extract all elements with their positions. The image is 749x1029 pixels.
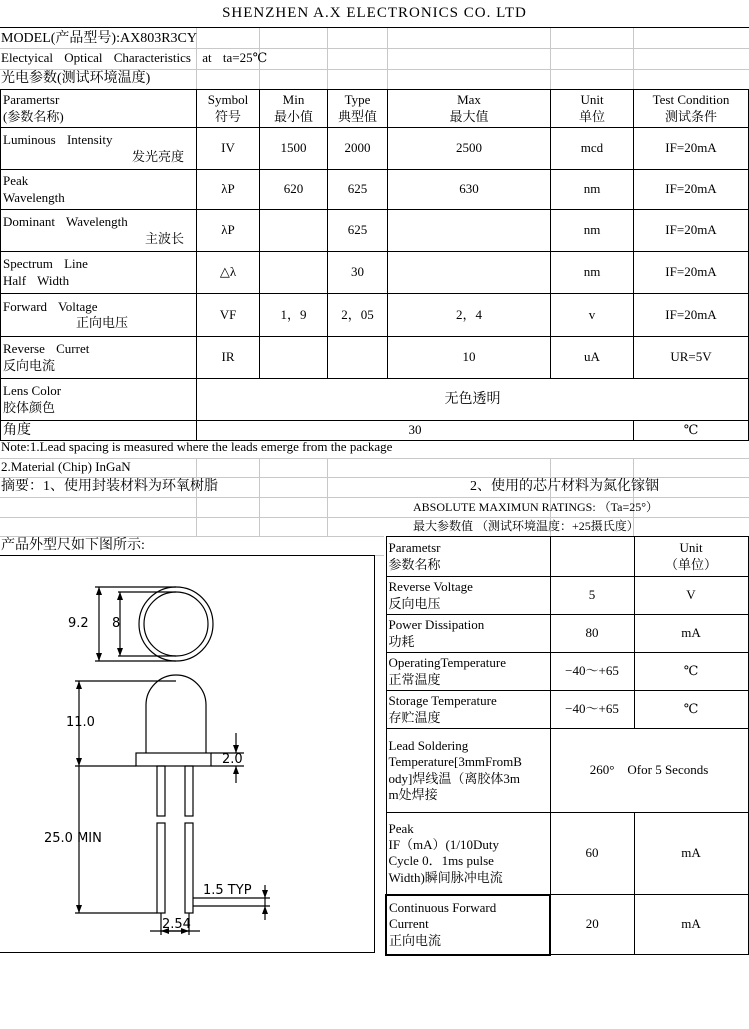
- ratings-unit: mA: [634, 895, 748, 955]
- min-cell: 1，9: [260, 294, 328, 337]
- param-name-cn: 反向电流: [3, 357, 56, 373]
- max-cell: 2，4: [388, 294, 551, 337]
- company-title: SHENZHEN A.X ELECTRONICS CO. LTD: [222, 5, 527, 21]
- max-cell: [388, 210, 551, 252]
- param-name-cn: 主波长: [144, 230, 184, 246]
- header-test-cn: 测试条件: [664, 108, 717, 124]
- header-type-en: Type: [344, 92, 371, 108]
- ratings-value: 20: [550, 895, 634, 955]
- ratings-param: [386, 653, 550, 691]
- peak-line-2: IF（mA）(1/10Duty: [388, 837, 500, 852]
- spec-header-row: [1, 90, 749, 128]
- drawing-title: 产品外型尺如下图所示:: [1, 538, 145, 553]
- header-min-en: Min: [282, 92, 305, 108]
- spec-row-dominant: [1, 210, 749, 252]
- header-max-cn: 最大值: [449, 108, 489, 124]
- header-test-en: Test Condition: [652, 92, 730, 108]
- param-name-cn: 正向电压: [75, 315, 128, 330]
- test-cell: IF=20mA: [634, 294, 749, 337]
- param-name-en: Dominant Wavelength: [3, 214, 128, 230]
- param-name-en: Lens Color: [3, 383, 62, 399]
- ratings-value: 60: [550, 813, 634, 895]
- unit-cell: nm: [551, 170, 634, 210]
- unit-cell: v: [551, 294, 634, 337]
- type-cell: 2000: [328, 128, 388, 170]
- header-unit: [551, 90, 634, 128]
- min-cell: [260, 252, 328, 294]
- led-dimension-drawing: [0, 555, 374, 953]
- dim-pitch: 2.54: [162, 917, 191, 932]
- ratings-param-en: Reverse Voltage: [388, 579, 473, 595]
- ratings-row: [386, 577, 748, 615]
- ratings-unit: V: [634, 577, 748, 615]
- header-parameter: [1, 90, 197, 128]
- param-name-en: Peak: [3, 173, 29, 189]
- test-cell: IF=20mA: [634, 170, 749, 210]
- ratings-param: [386, 691, 550, 729]
- header-max-en: Max: [457, 92, 481, 108]
- test-cell: IF=20mA: [634, 128, 749, 170]
- ratings-param-en: Storage Temperature: [388, 693, 497, 709]
- ratings-header-unit-cn: （单位）: [664, 556, 717, 572]
- unit-cell: mcd: [551, 128, 634, 170]
- cont-line-2: Current: [389, 916, 429, 932]
- peak-line-4: Width)瞬间脉冲电流: [388, 869, 503, 885]
- solder-value: 260° Ofor 5 Seconds: [550, 729, 748, 813]
- ratings-title-en: ABSOLUTE MAXIMUN RATINGS: （Ta=25°）: [413, 500, 659, 514]
- header-unit-en: Unit: [580, 92, 604, 108]
- summary-right: 2、使用的芯片材料为氮化镓铟: [470, 479, 659, 494]
- ratings-param: [386, 813, 550, 895]
- dim-flange: 2.0: [222, 752, 243, 767]
- ratings-unit: ℃: [634, 691, 748, 729]
- type-cell: 625: [328, 210, 388, 252]
- header-symbol: [197, 90, 260, 128]
- min-cell: 1500: [260, 128, 328, 170]
- ratings-param: [386, 729, 550, 813]
- ratings-value: −40～+65: [550, 653, 634, 691]
- ratings-row: [386, 615, 748, 653]
- lens-color-value: 无色透明: [197, 379, 749, 421]
- param-name-cn: Wavelength: [3, 189, 65, 205]
- ratings-header-param-en: Parametsr: [388, 540, 441, 556]
- ratings-value: 5: [550, 577, 634, 615]
- spec-row-spectrum: [1, 252, 749, 294]
- solder-line-1: Lead Soldering: [388, 738, 469, 753]
- ratings-param: [386, 895, 550, 955]
- param-name-en: Reverse Curret: [3, 341, 90, 357]
- param-name: [1, 294, 197, 337]
- spec-row-luminous: [1, 128, 749, 170]
- header-unit-cn: 单位: [578, 108, 605, 124]
- dim-lead-length: 25.0 MIN: [44, 831, 102, 846]
- ratings-param: [386, 615, 550, 653]
- test-cell: UR=5V: [634, 337, 749, 379]
- max-cell: [388, 252, 551, 294]
- summary-left: 摘要：1、使用封装材料为环氧树脂: [1, 479, 218, 494]
- param-name-en: Spectrum Line: [3, 256, 88, 272]
- cont-line-1: Continuous Forward: [389, 900, 497, 916]
- param-name: [1, 252, 197, 294]
- header-test-condition: [634, 90, 749, 128]
- ratings-param-cn: 反向电压: [388, 595, 441, 611]
- header-param-cn: (参数名称): [3, 108, 64, 124]
- spec-row-reverse-current: [1, 337, 749, 379]
- symbol-cell: λP: [197, 210, 260, 252]
- solder-line-4: m处焊接: [388, 786, 438, 802]
- spec-row-peak: [1, 170, 749, 210]
- type-cell: 625: [328, 170, 388, 210]
- angle-label: 角度: [1, 421, 197, 441]
- ratings-unit: mA: [634, 615, 748, 653]
- dim-typ: 1.5 TYP: [203, 883, 252, 898]
- ratings-row-peak: [386, 813, 748, 895]
- optical-spec-table: [0, 89, 749, 441]
- param-name-cn: 胶体颜色: [3, 399, 56, 415]
- param-name-cn: 发光亮度: [131, 148, 184, 164]
- header-symbol-cn: 符号: [214, 108, 241, 124]
- header-min: [260, 90, 328, 128]
- ratings-param-cn: 存贮温度: [388, 709, 441, 725]
- ratings-row: [386, 691, 748, 729]
- header-max: [388, 90, 551, 128]
- angle-value: 30: [197, 421, 634, 441]
- dim-inner-diameter: 8: [112, 616, 121, 631]
- type-cell: 2，05: [328, 294, 388, 337]
- note-lead-spacing: Note:1.Lead spacing is measured where the leads emerge from the package: [1, 439, 393, 454]
- ratings-title-cn: 最大参数值 （测试环境温度：+25摄氏度）: [413, 519, 639, 533]
- characteristics-cn: 光电参数(测试环境温度): [1, 71, 151, 86]
- dim-body-height: 11.0: [66, 715, 95, 730]
- ratings-param: [386, 577, 550, 615]
- unit-cell: nm: [551, 210, 634, 252]
- param-name-en: Luminous Intensity: [3, 132, 113, 148]
- symbol-cell: λP: [197, 170, 260, 210]
- solder-line-3: ody]焊线温（离胶体3m: [388, 770, 520, 786]
- test-cell: IF=20mA: [634, 210, 749, 252]
- min-cell: 620: [260, 170, 328, 210]
- header-param-en: Paramertsr: [3, 92, 60, 108]
- param-name: [1, 210, 197, 252]
- header-min-cn: 最小值: [273, 108, 313, 124]
- ratings-row-continuous: [386, 895, 748, 955]
- param-name: [1, 337, 197, 379]
- test-cell: IF=20mA: [634, 252, 749, 294]
- ratings-param-en: Power Dissipation: [388, 617, 485, 633]
- note-material: 2.Material (Chip) InGaN: [1, 459, 131, 474]
- header-symbol-en: Symbol: [207, 92, 249, 108]
- ratings-row-solder: [386, 729, 748, 813]
- symbol-cell: IR: [197, 337, 260, 379]
- cont-line-3: 正向电流: [389, 932, 442, 948]
- ratings-row: [386, 653, 748, 691]
- ratings-header-param-cn: 参数名称: [388, 556, 441, 572]
- ratings-header-unit: [634, 537, 748, 577]
- param-name: [1, 379, 197, 421]
- ratings-value: 80: [550, 615, 634, 653]
- unit-cell: nm: [551, 252, 634, 294]
- ratings-unit: ℃: [634, 653, 748, 691]
- symbol-cell: △λ: [197, 252, 260, 294]
- param-name: [1, 170, 197, 210]
- min-cell: [260, 210, 328, 252]
- type-cell: [328, 337, 388, 379]
- characteristics-en: Electyical Optical Characteristics at ta=25℃: [1, 50, 268, 65]
- angle-unit: ℃: [634, 421, 749, 441]
- ratings-header-unit-en: Unit: [679, 540, 703, 556]
- spec-row-forward-voltage: [1, 294, 749, 337]
- solder-line-2: Temperature[3mmFromB: [388, 754, 522, 770]
- type-cell: 30: [328, 252, 388, 294]
- param-name-en: Forward Voltage: [3, 298, 98, 314]
- param-name-cn: Half Width: [3, 272, 70, 288]
- ratings-header-value: [550, 537, 634, 577]
- header-type-cn: 典型值: [337, 108, 377, 124]
- min-cell: [260, 337, 328, 379]
- ratings-header-row: [386, 537, 748, 577]
- ratings-table: [385, 536, 749, 956]
- ratings-param-en: OperatingTemperature: [388, 655, 506, 671]
- max-cell: 630: [388, 170, 551, 210]
- ratings-param-cn: 功耗: [388, 633, 415, 649]
- peak-line-1: Peak: [388, 820, 414, 836]
- unit-cell: uA: [551, 337, 634, 379]
- model-label: MODEL(产品型号):AX803R3CY: [1, 31, 197, 46]
- ratings-unit: mA: [634, 813, 748, 895]
- peak-line-3: Cycle 0．1ms pulse: [388, 853, 494, 869]
- header-type: [328, 90, 388, 128]
- spec-row-angle: [1, 421, 749, 441]
- max-cell: 2500: [388, 128, 551, 170]
- ratings-value: −40～+65: [550, 691, 634, 729]
- ratings-param-cn: 正常温度: [388, 671, 441, 687]
- param-name: [1, 128, 197, 170]
- symbol-cell: IV: [197, 128, 260, 170]
- ratings-header-param: [386, 537, 550, 577]
- symbol-cell: VF: [197, 294, 260, 337]
- spec-row-lens-color: [1, 379, 749, 421]
- dim-outer-diameter: 9.2: [68, 616, 89, 631]
- max-cell: 10: [388, 337, 551, 379]
